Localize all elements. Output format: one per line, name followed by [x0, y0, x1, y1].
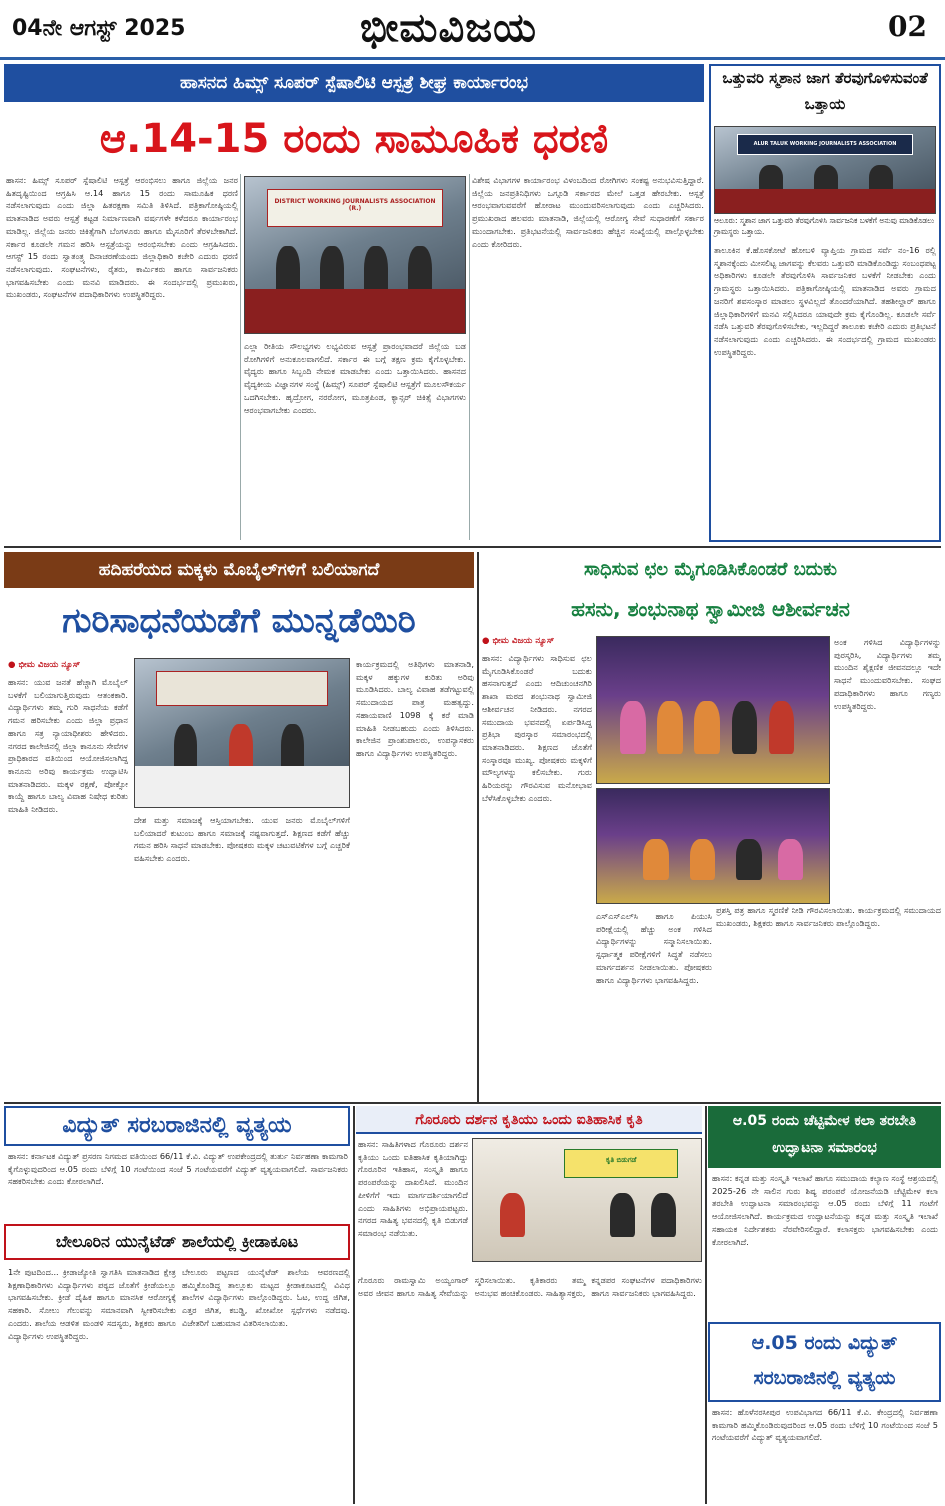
story3-kicker: ಹದಿಹರೆಯದ ಮಕ್ಕಳು ಮೊಬೈಲ್‌ಗಳಿಗೆ ಬಲಿಯಾಗದೆ: [4, 552, 474, 588]
story6-column-1: 1ನೇ ಪುಟದಿಂದ... ಕ್ರೀಡಾಜ್ಯೋತಿ ಸ್ವಾಗತಿಸಿ ಮಾತನಾಡಿದ ಕ್ಷೇತ್ರ ಶಿಕ್ಷಣಾಧಿಕಾರಿಗಳು ವಿದ್ಯಾರ್ಥಿಗಳು ಪಠ್ಯದ ಜೊತೆಗೆ ಕ್ರೀಡೆಯಲ್ಲೂ ಭಾಗವಹಿಸಬೇಕು. ಕ್ರೀಡೆ ದೈಹಿಕ ಹಾಗೂ ಮಾನಸಿಕ ಆರೋಗ್ಯಕ್ಕೆ ಸಹಕಾರಿ. ಸೋಲು ಗೆಲುವನ್ನು ಸಮಾನವಾಗಿ ಸ್ವೀಕರಿಸಬೇಕು ಎಂದರು. ಶಾಲೆಯ ಆಡಳಿತ ಮಂಡಳಿ ಸದಸ್ಯರು, ಶಿಕ್ಷಕರು ಹಾಗೂ ವಿದ್ಯಾರ್ಥಿಗಳು ಉಪಸ್ಥಿತರಿದ್ದರು.: [8, 1267, 176, 1341]
story2-caption: ಆಲೂರು: ಸ್ಮಶಾನ ಜಾಗ ಒತ್ತುವರಿ ತೆರವುಗೊಳಿಸಿ ಸಾರ್ವಜನಿಕ ಬಳಕೆಗೆ ಅನುವು ಮಾಡಿಕೊಡಲು ಗ್ರಾಮಸ್ಥರು ಒತ್ತಾಯ.: [714, 216, 935, 236]
section-divider: [4, 546, 941, 548]
story1-column-1: ಹಾಸನ: ಹಿಮ್ಸ್ ಸೂಪರ್ ಸ್ಪೆಷಾಲಿಟಿ ಆಸ್ಪತ್ರೆ ಆರಂಭಿಸಲು ಹಾಗೂ ಜಿಲ್ಲೆಯ ಜನರ ಹಿತದೃಷ್ಟಿಯಿಂದ ಆಗ್ರಹಿಸಿ ಆ.14 ಹಾಗೂ 15 ರಂದು ಸಾಮೂಹಿಕ ಧರಣಿ ನಡೆಸಲಾಗುವುದು ಎಂದು ಜಿಲ್ಲಾ ಹಿತರಕ್ಷಣಾ ಸಮಿತಿ ತಿಳಿಸಿದೆ. ಪತ್ರಿಕಾಗೋಷ್ಠಿಯಲ್ಲಿ ಮಾತನಾಡಿದ ಅವರು ಆಸ್ಪತ್ರೆ ಕಟ್ಟಡ ನಿರ್ಮಾಣವಾಗಿ ವರ್ಷಗಳೇ ಕಳೆದರೂ ಕಾರ್ಯಾರಂಭ ಮಾಡಿಲ್ಲ. ಜಿಲ್ಲೆಯ ಜನರು ಚಿಕಿತ್ಸೆಗಾಗಿ ಬೆಂಗಳೂರು ಹಾಗೂ ಮೈಸೂರಿಗೆ ತೆರಳಬೇಕಾಗಿದೆ. ಸರ್ಕಾರ ಕೂಡಲೇ ಗಮನ ಹರಿಸಿ ಆಸ್ಪತ್ರೆಯನ್ನು ಆರಂಭಿಸಬೇಕು ಎಂದು ಆಗ್ರಹಿಸಿದರು. ಆಗಸ್ಟ್ 15 ರಂದು ಸ್ವಾತಂತ್ರ್ಯ ದಿನಾಚರಣೆಯಂದು ಜಿಲ್ಲಾಧಿಕಾರಿ ಕಚೇರಿ ಎದುರು ಧರಣಿ ನಡೆಸಲಾಗುವುದು. ಸಂಘಟನೆಗಳು, ರೈತರು, ಕಾರ್ಮಿಕರು ಹಾಗೂ ಸಾರ್ವಜನಿಕರು ಭಾಗವಹಿಸಬೇಕು ಎಂದು ಮನವಿ ಮಾಡಿದರು. ಈ ಸಂದರ್ಭದಲ್ಲಿ ಪ್ರಮುಖರು, ಮುಖಂಡರು, ಸಂಘಟನೆಗಳ ಪದಾಧಿಕಾರಿಗಳು ಉಪಸ್ಥಿತರಿದ್ದರು.: [6, 175, 238, 300]
photo-banner: [156, 671, 327, 707]
photo-table: [245, 289, 465, 333]
story4-column-4: ಪ್ರಶಸ್ತಿ ಪತ್ರ ಹಾಗೂ ಸ್ಮರಣಿಕೆ ನೀಡಿ ಗೌರವಿಸಲಾಯಿತು. ಕಾರ್ಯಕ್ರಮದಲ್ಲಿ ಸಮುದಾಯದ ಮುಖಂಡರು, ಶಿಕ್ಷಕರು ಹಾಗೂ ಸಾರ್ವಜನಿಕರು ಪಾಲ್ಗೊಂಡಿದ್ದರು.: [716, 905, 941, 928]
column-rule: [240, 174, 241, 540]
story1-kicker: ಹಾಸನದ ಹಿಮ್ಸ್ ಸೂಪರ್ ಸ್ಪೆಷಾಲಿಟಿ ಆಸ್ಪತ್ರೆ ಶೀಘ್ರ ಕಾರ್ಯಾರಂಭ: [4, 64, 704, 102]
story6-headline: ಬೇಲೂರಿನ ಯುನೈಟೆಡ್ ಶಾಲೆಯಲ್ಲಿ ಕ್ರೀಡಾಕೂಟ: [55, 1232, 299, 1251]
photo-person: [694, 701, 720, 754]
story4-headline-line-2: ಹಸನು, ಶಂಭುನಾಥ ಸ್ವಾಮೀಜಿ ಆಶೀರ್ವಚನ: [571, 597, 850, 621]
story2-body: ತಾಲೂಕಿನ ಕೆ.ಹೊಸಕೋಟೆ ಹೋಬಳಿ ವ್ಯಾಪ್ತಿಯ ಗ್ರಾಮದ ಸರ್ವೆ ನಂ-16 ರಲ್ಲಿ ಸ್ಮಶಾನಕ್ಕೆಂದು ಮೀಸಲಿಟ್ಟ ಜಾಗವನ್ನು ಕೆಲವರು ಒತ್ತುವರಿ ಮಾಡಿಕೊಂಡಿದ್ದು ಸಂಬಂಧಪಟ್ಟ ಅಧಿಕಾರಿಗಳು ಕೂಡಲೇ ತೆರವುಗೊಳಿಸಿ ಸಾರ್ವಜನಿಕರ ಬಳಕೆಗೆ ನೀಡಬೇಕು ಎಂದು ಗ್ರಾಮಸ್ಥರು ಒತ್ತಾಯಿಸಿದರು. ಪತ್ರಿಕಾಗೋಷ್ಠಿಯಲ್ಲಿ ಮಾತನಾಡಿದ ಅವರು ಗ್ರಾಮದ ಜನರಿಗೆ ಶವಸಂಸ್ಕಾರ ಮಾಡಲು ಸ್ಥಳವಿಲ್ಲದೆ ತೊಂದರೆಯಾಗಿದೆ. ತಹಶೀಲ್ದಾರ್ ಹಾಗೂ ಜಿಲ್ಲಾಧಿಕಾರಿಗಳಿಗೆ ಮನವಿ ಸಲ್ಲಿಸಿದರೂ ಯಾವುದೇ ಕ್ರಮ ಕೈಗೊಂಡಿಲ್ಲ. ಕೂಡಲೇ ಸರ್ವೆ ನಡೆಸಿ ಒತ್ತುವರಿ ತೆರವುಗೊಳಿಸಬೇಕು, ಇಲ್ಲದಿದ್ದರೆ ತಾಲೂಕು ಕಚೇರಿ ಎದುರು ಪ್ರತಿಭಟನೆ ನಡೆಸಲಾಗುವುದು ಎಂದು ಎಚ್ಚರಿಸಿದರು. ಈ ಸಂದರ್ಭದಲ್ಲಿ ಗ್ರಾಮದ ಮುಖಂಡರು ಉಪಸ್ಥಿತರಿದ್ದರು.: [714, 245, 936, 357]
story3-column-3: ಕಾರ್ಯಕ್ರಮದಲ್ಲಿ ಅತಿಥಿಗಳು ಮಾತನಾಡಿ, ಮಕ್ಕಳ ಹಕ್ಕುಗಳ ಕುರಿತು ಅರಿವು ಮೂಡಿಸಿದರು. ಬಾಲ್ಯ ವಿವಾಹ ತಡೆಗಟ್ಟುವಲ್ಲಿ ಸಮುದಾಯದ ಪಾತ್ರ ಮಹತ್ವದ್ದು. ಸಹಾಯವಾಣಿ 1098 ಕ್ಕೆ ಕರೆ ಮಾಡಿ ಮಾಹಿತಿ ನೀಡಬಹುದು ಎಂದು ತಿಳಿಸಿದರು. ಕಾಲೇಜಿನ ಪ್ರಾಂಶುಪಾಲರು, ಉಪನ್ಯಾಸಕರು ಹಾಗೂ ವಿದ್ಯಾರ್ಥಿಗಳು ಉಪಸ್ಥಿತರಿದ್ದರು.: [356, 659, 474, 758]
masthead: [0, 0, 945, 60]
story3-headline: ಗುರಿಸಾಧನೆಯಡೆಗೆ ಮುನ್ನಡೆಯಿರಿ: [62, 601, 416, 641]
photo-person: [736, 839, 762, 880]
photo-person: [690, 839, 716, 880]
photo-banner-text: ALUR TALUK WORKING JOURNALISTS ASSOCIATION: [753, 140, 897, 147]
story8-headline: ಆ.05 ರಂದು ಚೆಟ್ಟಿಮೇಳ ಕಲಾ ತರಬೇತಿ ಉದ್ಘಾಟನಾ ಸಮಾರಂಭ: [732, 1113, 917, 1156]
story4-column-3: ಎಸ್‌ಎಸ್‌ಎಲ್‌ಸಿ ಹಾಗೂ ಪಿಯುಸಿ ಪರೀಕ್ಷೆಯಲ್ಲಿ ಹೆಚ್ಚು ಅಂಕ ಗಳಿಸಿದ ವಿದ್ಯಾರ್ಥಿಗಳನ್ನು ಸನ್ಮಾನಿಸಲಾಯಿತು. ಸ್ಪರ್ಧಾತ್ಮಕ ಪರೀಕ್ಷೆಗಳಿಗೆ ಸಿದ್ಧತೆ ನಡೆಸಲು ಮಾರ್ಗದರ್ಶನ ನೀಡಲಾಯಿತು. ಪೋಷಕರು ಹಾಗೂ ವಿದ್ಯಾರ್ಥಿಗಳು ಭಾಗವಹಿಸಿದ್ದರು.: [596, 911, 712, 985]
photo-person: [643, 839, 669, 880]
photo-person: [732, 701, 758, 754]
story5-body: ಹಾಸನ: ಕರ್ನಾಟಕ ವಿದ್ಯುತ್ ಪ್ರಸರಣ ನಿಗಮದ ವತಿಯಿಂದ 66/11 ಕೆ.ವಿ. ವಿದ್ಯುತ್ ಉಪಕೇಂದ್ರದಲ್ಲಿ ತುರ್ತು ನಿರ್ವಹಣಾ ಕಾಮಗಾರಿ ಕೈಗೊಳ್ಳುವುದರಿಂದ ಆ.05 ರಂದು ಬೆಳಿಗ್ಗೆ 10 ಗಂಟೆಯಿಂದ ಸಂಜೆ 5 ಗಂಟೆಯವರೆಗೆ ವಿದ್ಯುತ್ ವ್ಯತ್ಯಯವಾಗಲಿದೆ. ಸಾರ್ವಜನಿಕರು ಸಹಕರಿಸಬೇಕು ಎಂದು ಕೋರಲಾಗಿದೆ.: [8, 1151, 348, 1187]
issue-date: 04ನೇ ಆಗಸ್ಟ್ 2025: [12, 16, 186, 41]
story5-headline: ವಿದ್ಯುತ್ ಸರಬರಾಜಿನಲ್ಲಿ ವ್ಯತ್ಯಯ: [62, 1113, 292, 1138]
story7-book-release-photo: [472, 1138, 702, 1262]
story4-award-photo: [596, 636, 830, 784]
story1-column-2: ಎಲ್ಲಾ ರೀತಿಯ ಸೌಲಭ್ಯಗಳು ಲಭ್ಯವಿರುವ ಆಸ್ಪತ್ರೆ ಪ್ರಾರಂಭವಾದರೆ ಜಿಲ್ಲೆಯ ಬಡ ರೋಗಿಗಳಿಗೆ ಅನುಕೂಲವಾಗಲಿದೆ. ಸರ್ಕಾರ ಈ ಬಗ್ಗೆ ತಕ್ಷಣ ಕ್ರಮ ಕೈಗೊಳ್ಳಬೇಕು. ವೈದ್ಯರು ಹಾಗೂ ಸಿಬ್ಬಂದಿ ನೇಮಕ ಮಾಡಬೇಕು ಎಂದು ಒತ್ತಾಯಿಸಿದರು. ಹಾಸನದ ವೈದ್ಯಕೀಯ ವಿಜ್ಞಾನಗಳ ಸಂಸ್ಥೆ (ಹಿಮ್ಸ್) ಸೂಪರ್ ಸ್ಪೆಷಾಲಿಟಿ ಆಸ್ಪತ್ರೆಗೆ ಮೂಲಸೌಕರ್ಯ ಒದಗಿಸಬೇಕು. ಹೃದ್ರೋಗ, ನರರೋಗ, ಮೂತ್ರಪಿಂಡ, ಕ್ಯಾನ್ಸರ್ ಚಿಕಿತ್ಸೆ ವಿಭಾಗಗಳು ಆರಂಭವಾಗಬೇಕು ಎಂದರು.: [244, 341, 466, 415]
story4-byline: ● ಭೀಮ ವಿಜಯ ನ್ಯೂಸ್: [482, 636, 555, 646]
story7-column-1: ಹಾಸನ: ಸಾಹಿತಿಗಳಾದ ಗೊರೂರು ದರ್ಶನ ಕೃತಿಯು ಒಂದು ಐತಿಹಾಸಿಕ ಕೃತಿಯಾಗಿದ್ದು ಗೊರೂರಿನ ಇತಿಹಾಸ, ಸಂಸ್ಕೃತಿ ಹಾಗೂ ಪರಂಪರೆಯನ್ನು ದಾಖಲಿಸಿದೆ. ಮುಂದಿನ ಪೀಳಿಗೆಗೆ ಇದು ಮಾರ್ಗದರ್ಶಿಯಾಗಲಿದೆ ಎಂದು ಸಾಹಿತಿಗಳು ಅಭಿಪ್ರಾಯಪಟ್ಟರು. ನಗರದ ಸಾಹಿತ್ಯ ಭವನದಲ್ಲಿ ಕೃತಿ ಬಿಡುಗಡೆ ಸಮಾರಂಭ ನಡೆಯಿತು.: [358, 1139, 468, 1238]
story8-body: ಹಾಸನ: ಕನ್ನಡ ಮತ್ತು ಸಂಸ್ಕೃತಿ ಇಲಾಖೆ ಹಾಗೂ ಸಮುದಾಯ ಕಲ್ಯಾಣ ಸಂಸ್ಥೆ ಆಶ್ರಯದಲ್ಲಿ 2025-26 ನೇ ಸಾಲಿನ ಗುರು ಶಿಷ್ಯ ಪರಂಪರೆ ಯೋಜನೆಯಡಿ ಚೆಟ್ಟಿಮೇಳ ಕಲಾ ತರಬೇತಿ ಉದ್ಘಾಟನಾ ಸಮಾರಂಭವನ್ನು ಆ.05 ರಂದು ಬೆಳಿಗ್ಗೆ 11 ಗಂಟೆಗೆ ಆಯೋಜಿಸಲಾಗಿದೆ. ಕಾರ್ಯಕ್ರಮದ ಉದ್ಘಾಟನೆಯನ್ನು ಕನ್ನಡ ಮತ್ತು ಸಂಸ್ಕೃತಿ ಇಲಾಖೆ ಸಹಾಯಕ ನಿರ್ದೇಶಕರು ನೆರವೇರಿಸಲಿದ್ದಾರೆ. ಕಲಾಸಕ್ತರು ಭಾಗವಹಿಸಬೇಕು ಎಂದು ಕೋರಲಾಗಿದೆ.: [712, 1173, 938, 1247]
story2-headline: ಒತ್ತುವರಿ ಸ್ಮಶಾನ ಜಾಗ ತೆರವುಗೊಳಿಸುವಂತೆ ಒತ್ತಾಯ: [722, 69, 928, 113]
photo-person: [610, 1193, 635, 1237]
story6-column-2: ಬೇಲೂರು ಪಟ್ಟಣದ ಯುನೈಟೆಡ್ ಶಾಲೆಯ ಆವರಣದಲ್ಲಿ ಹಮ್ಮಿಕೊಂಡಿದ್ದ ತಾಲ್ಲೂಕು ಮಟ್ಟದ ಕ್ರೀಡಾಕೂಟದಲ್ಲಿ ವಿವಿಧ ಶಾಲೆಗಳ ವಿದ್ಯಾರ್ಥಿಗಳು ಪಾಲ್ಗೊಂಡಿದ್ದರು. ಓಟ, ಉದ್ದ ಜಿಗಿತ, ಎತ್ತರ ಜಿಗಿತ, ಕಬಡ್ಡಿ, ಖೋಖೋ ಸ್ಪರ್ಧೆಗಳು ನಡೆದವು. ವಿಜೇತರಿಗೆ ಬಹುಮಾನ ವಿತರಿಸಲಾಯಿತು.: [182, 1267, 350, 1328]
photo-person: [769, 701, 795, 754]
story3-byline: ● ಭೀಮ ವಿಜಯ ನ್ಯೂಸ್: [8, 660, 81, 670]
section-divider: [353, 1106, 355, 1504]
photo-person: [778, 839, 804, 880]
photo-banner: [267, 189, 443, 226]
section-divider: [4, 1102, 941, 1104]
photo-table: [715, 189, 935, 213]
photo-person: [657, 701, 683, 754]
photo-table: [135, 766, 349, 807]
story7-column-2: ಗೊರೂರು ರಾಮಸ್ವಾಮಿ ಅಯ್ಯಂಗಾರ್ ಅವರ ಜೀವನ ಹಾಗೂ ಸಾಹಿತ್ಯ ಸೇವೆಯನ್ನು ಸ್ಮರಿಸಲಾಯಿತು. ಕೃತಿಕಾರರು ತಮ್ಮ ಅನುಭವ ಹಂಚಿಕೊಂಡರು. ಸಾಹಿತ್ಯಾಸಕ್ತರು, ಕನ್ನಡಪರ ಸಂಘಟನೆಗಳ ಪದಾಧಿಕಾರಿಗಳು ಹಾಗೂ ಸಾರ್ವಜನಿಕರು ಭಾಗವಹಿಸಿದ್ದರು.: [358, 1275, 702, 1298]
photo-banner: [564, 1149, 678, 1178]
photo-person: [651, 1193, 676, 1237]
photo-person: [620, 701, 646, 754]
story9-headline: ಆ.05 ರಂದು ವಿದ್ಯುತ್ ಸರಬರಾಜಿನಲ್ಲಿ ವ್ಯತ್ಯಯ: [751, 1332, 898, 1390]
story2-photo: [714, 126, 936, 214]
story3-column-2: ದೇಶ ಮತ್ತು ಸಮಾಜಕ್ಕೆ ಆಸ್ತಿಯಾಗಬೇಕು. ಯುವ ಜನರು ಮೊಬೈಲ್‌ಗಳಿಗೆ ಬಲಿಯಾದರೆ ಕುಟುಂಬ ಹಾಗೂ ಸಮಾಜಕ್ಕೆ ನಷ್ಟವಾಗುತ್ತದೆ. ಶಿಕ್ಷಣದ ಕಡೆಗೆ ಹೆಚ್ಚು ಗಮನ ಹರಿಸಿ ಸಾಧನೆ ಮಾಡಬೇಕು. ಪೋಷಕರು ಮಕ್ಕಳ ಚಟುವಟಿಕೆಗಳ ಬಗ್ಗೆ ಎಚ್ಚರಿಕೆ ವಹಿಸಬೇಕು ಎಂದರು.: [134, 815, 350, 864]
story4-column-2: ಅಂಕ ಗಳಿಸಿದ ವಿದ್ಯಾರ್ಥಿಗಳನ್ನು ಪುರಸ್ಕರಿಸಿ, ವಿದ್ಯಾರ್ಥಿಗಳು ತಮ್ಮ ಮುಂದಿನ ಶೈಕ್ಷಣಿಕ ಜೀವನದಲ್ಲೂ ಇದೇ ಸಾಧನೆ ಮುಂದುವರಿಸಬೇಕು. ಸಂಘದ ಪದಾಧಿಕಾರಿಗಳು ಹಾಗೂ ಗಣ್ಯರು ಉಪಸ್ಥಿತರಿದ್ದರು.: [834, 637, 941, 711]
page-number: 02: [888, 10, 927, 43]
photo-banner-text: ಕೃತಿ ಬಿಡುಗಡೆ: [605, 1155, 637, 1164]
story1-press-meet-photo: [244, 176, 466, 334]
story3-event-photo: [134, 658, 350, 808]
story7-headline: ಗೊರೂರು ದರ್ಶನ ಕೃತಿಯು ಒಂದು ಐತಿಹಾಸಿಕ ಕೃತಿ: [356, 1106, 702, 1134]
section-divider: [477, 552, 479, 1102]
column-rule: [469, 174, 470, 540]
story1-column-3: ವಿಶೇಷ ವಿಭಾಗಗಳ ಕಾರ್ಯಾರಂಭ ವಿಳಂಬದಿಂದ ರೋಗಿಗಳು ಸಂಕಷ್ಟ ಅನುಭವಿಸುತ್ತಿದ್ದಾರೆ. ಜಿಲ್ಲೆಯ ಜನಪ್ರತಿನಿಧಿಗಳು ಒಗ್ಗೂಡಿ ಸರ್ಕಾರದ ಮೇಲೆ ಒತ್ತಡ ಹೇರಬೇಕು. ಆಸ್ಪತ್ರೆ ಆರಂಭವಾಗುವವರೆಗೆ ಹೋರಾಟ ಮುಂದುವರಿಸಲಾಗುವುದು ಎಂದು ಎಚ್ಚರಿಸಿದರು. ಪ್ರಮುಖರಾದ ಹಲವರು ಮಾತನಾಡಿ, ಜಿಲ್ಲೆಯಲ್ಲಿ ಆರೋಗ್ಯ ಸೇವೆ ಸುಧಾರಣೆಗೆ ಸರ್ಕಾರ ಮುಂದಾಗಬೇಕು. ಪ್ರತಿಭಟನೆಯಲ್ಲಿ ಸಾರ್ವಜನಿಕರು ಹೆಚ್ಚಿನ ಸಂಖ್ಯೆಯಲ್ಲಿ ಪಾಲ್ಗೊಳ್ಳಬೇಕು ಎಂದು ಕೋರಿದರು.: [472, 175, 704, 249]
section-divider: [705, 1106, 707, 1504]
story4-lamp-lighting-photo: [596, 788, 830, 904]
story4-headline-line-1: ಸಾಧಿಸುವ ಛಲ ಮೈಗೂಡಿಸಿಕೊಂಡರೆ ಬದುಕು: [584, 559, 837, 580]
photo-banner-text: DISTRICT WORKING JOURNALISTS ASSOCIATION (R.): [274, 198, 436, 213]
newspaper-title: ಭೀಮವಿಜಯ: [360, 4, 537, 51]
story9-body: ಹಾಸನ: ಹೊಳೆನರಸೀಪುರ ಉಪವಿಭಾಗದ 66/11 ಕೆ.ವಿ. ಕೇಂದ್ರದಲ್ಲಿ ನಿರ್ವಹಣಾ ಕಾಮಗಾರಿ ಹಮ್ಮಿಕೊಂಡಿರುವುದರಿಂದ ಆ.05 ರಂದು ಬೆಳಿಗ್ಗೆ 10 ಗಂಟೆಯಿಂದ ಸಂಜೆ 5 ಗಂಟೆಯವರೆಗೆ ವಿದ್ಯುತ್ ವ್ಯತ್ಯಯವಾಗಲಿದೆ.: [712, 1407, 938, 1443]
photo-banner: [737, 134, 913, 155]
story3-column-1: ಹಾಸನ: ಯುವ ಜನತೆ ಹೆಚ್ಚಾಗಿ ಮೊಬೈಲ್ ಬಳಕೆಗೆ ಬಲಿಯಾಗುತ್ತಿರುವುದು ಆತಂಕಕಾರಿ. ವಿದ್ಯಾರ್ಥಿಗಳು ತಮ್ಮ ಗುರಿ ಸಾಧನೆಯ ಕಡೆಗೆ ಗಮನ ಹರಿಸಬೇಕು ಎಂದು ಜಿಲ್ಲಾ ಪ್ರಧಾನ ಹಾಗೂ ಸತ್ರ ನ್ಯಾಯಾಧೀಶರು ಹೇಳಿದರು. ನಗರದ ಕಾಲೇಜಿನಲ್ಲಿ ಜಿಲ್ಲಾ ಕಾನೂನು ಸೇವೆಗಳ ಪ್ರಾಧಿಕಾರದ ವತಿಯಿಂದ ಆಯೋಜಿಸಲಾಗಿದ್ದ ಕಾನೂನು ಅರಿವು ಕಾರ್ಯಕ್ರಮ ಉದ್ಘಾಟಿಸಿ ಮಾತನಾಡಿದರು. ಮಕ್ಕಳ ರಕ್ಷಣೆ, ಪೋಕ್ಸೋ ಕಾಯ್ದೆ ಹಾಗೂ ಬಾಲ್ಯ ವಿವಾಹ ನಿಷೇಧ ಕುರಿತು ಮಾಹಿತಿ ನೀಡಿದರು.: [8, 677, 128, 815]
story1-headline: ಆ.14-15 ರಂದು ಸಾಮೂಹಿಕ ಧರಣಿ: [99, 116, 609, 162]
photo-person: [500, 1193, 525, 1237]
story4-column-1: ಹಾಸನ: ವಿದ್ಯಾರ್ಥಿಗಳು ಸಾಧಿಸುವ ಛಲ ಮೈಗೂಡಿಸಿಕೊಂಡರೆ ಬದುಕು ಹಸನಾಗುತ್ತದೆ ಎಂದು ಆದಿಚುಂಚನಗಿರಿ ಶಾಖಾ ಮಠದ ಶಂಭುನಾಥ ಸ್ವಾಮೀಜಿ ಆಶೀರ್ವಚನ ನೀಡಿದರು. ನಗರದ ಸಮುದಾಯ ಭವನದಲ್ಲಿ ಏರ್ಪಡಿಸಿದ್ದ ಪ್ರತಿಭಾ ಪುರಸ್ಕಾರ ಸಮಾರಂಭದಲ್ಲಿ ಮಾತನಾಡಿದರು. ಶಿಕ್ಷಣದ ಜೊತೆಗೆ ಸಂಸ್ಕಾರವೂ ಮುಖ್ಯ. ಪೋಷಕರು ಮಕ್ಕಳಿಗೆ ಮೌಲ್ಯಗಳನ್ನು ಕಲಿಸಬೇಕು. ಗುರು ಹಿರಿಯರನ್ನು ಗೌರವಿಸುವ ಮನೋಭಾವ ಬೆಳೆಸಿಕೊಳ್ಳಬೇಕು ಎಂದರು.: [482, 653, 592, 803]
